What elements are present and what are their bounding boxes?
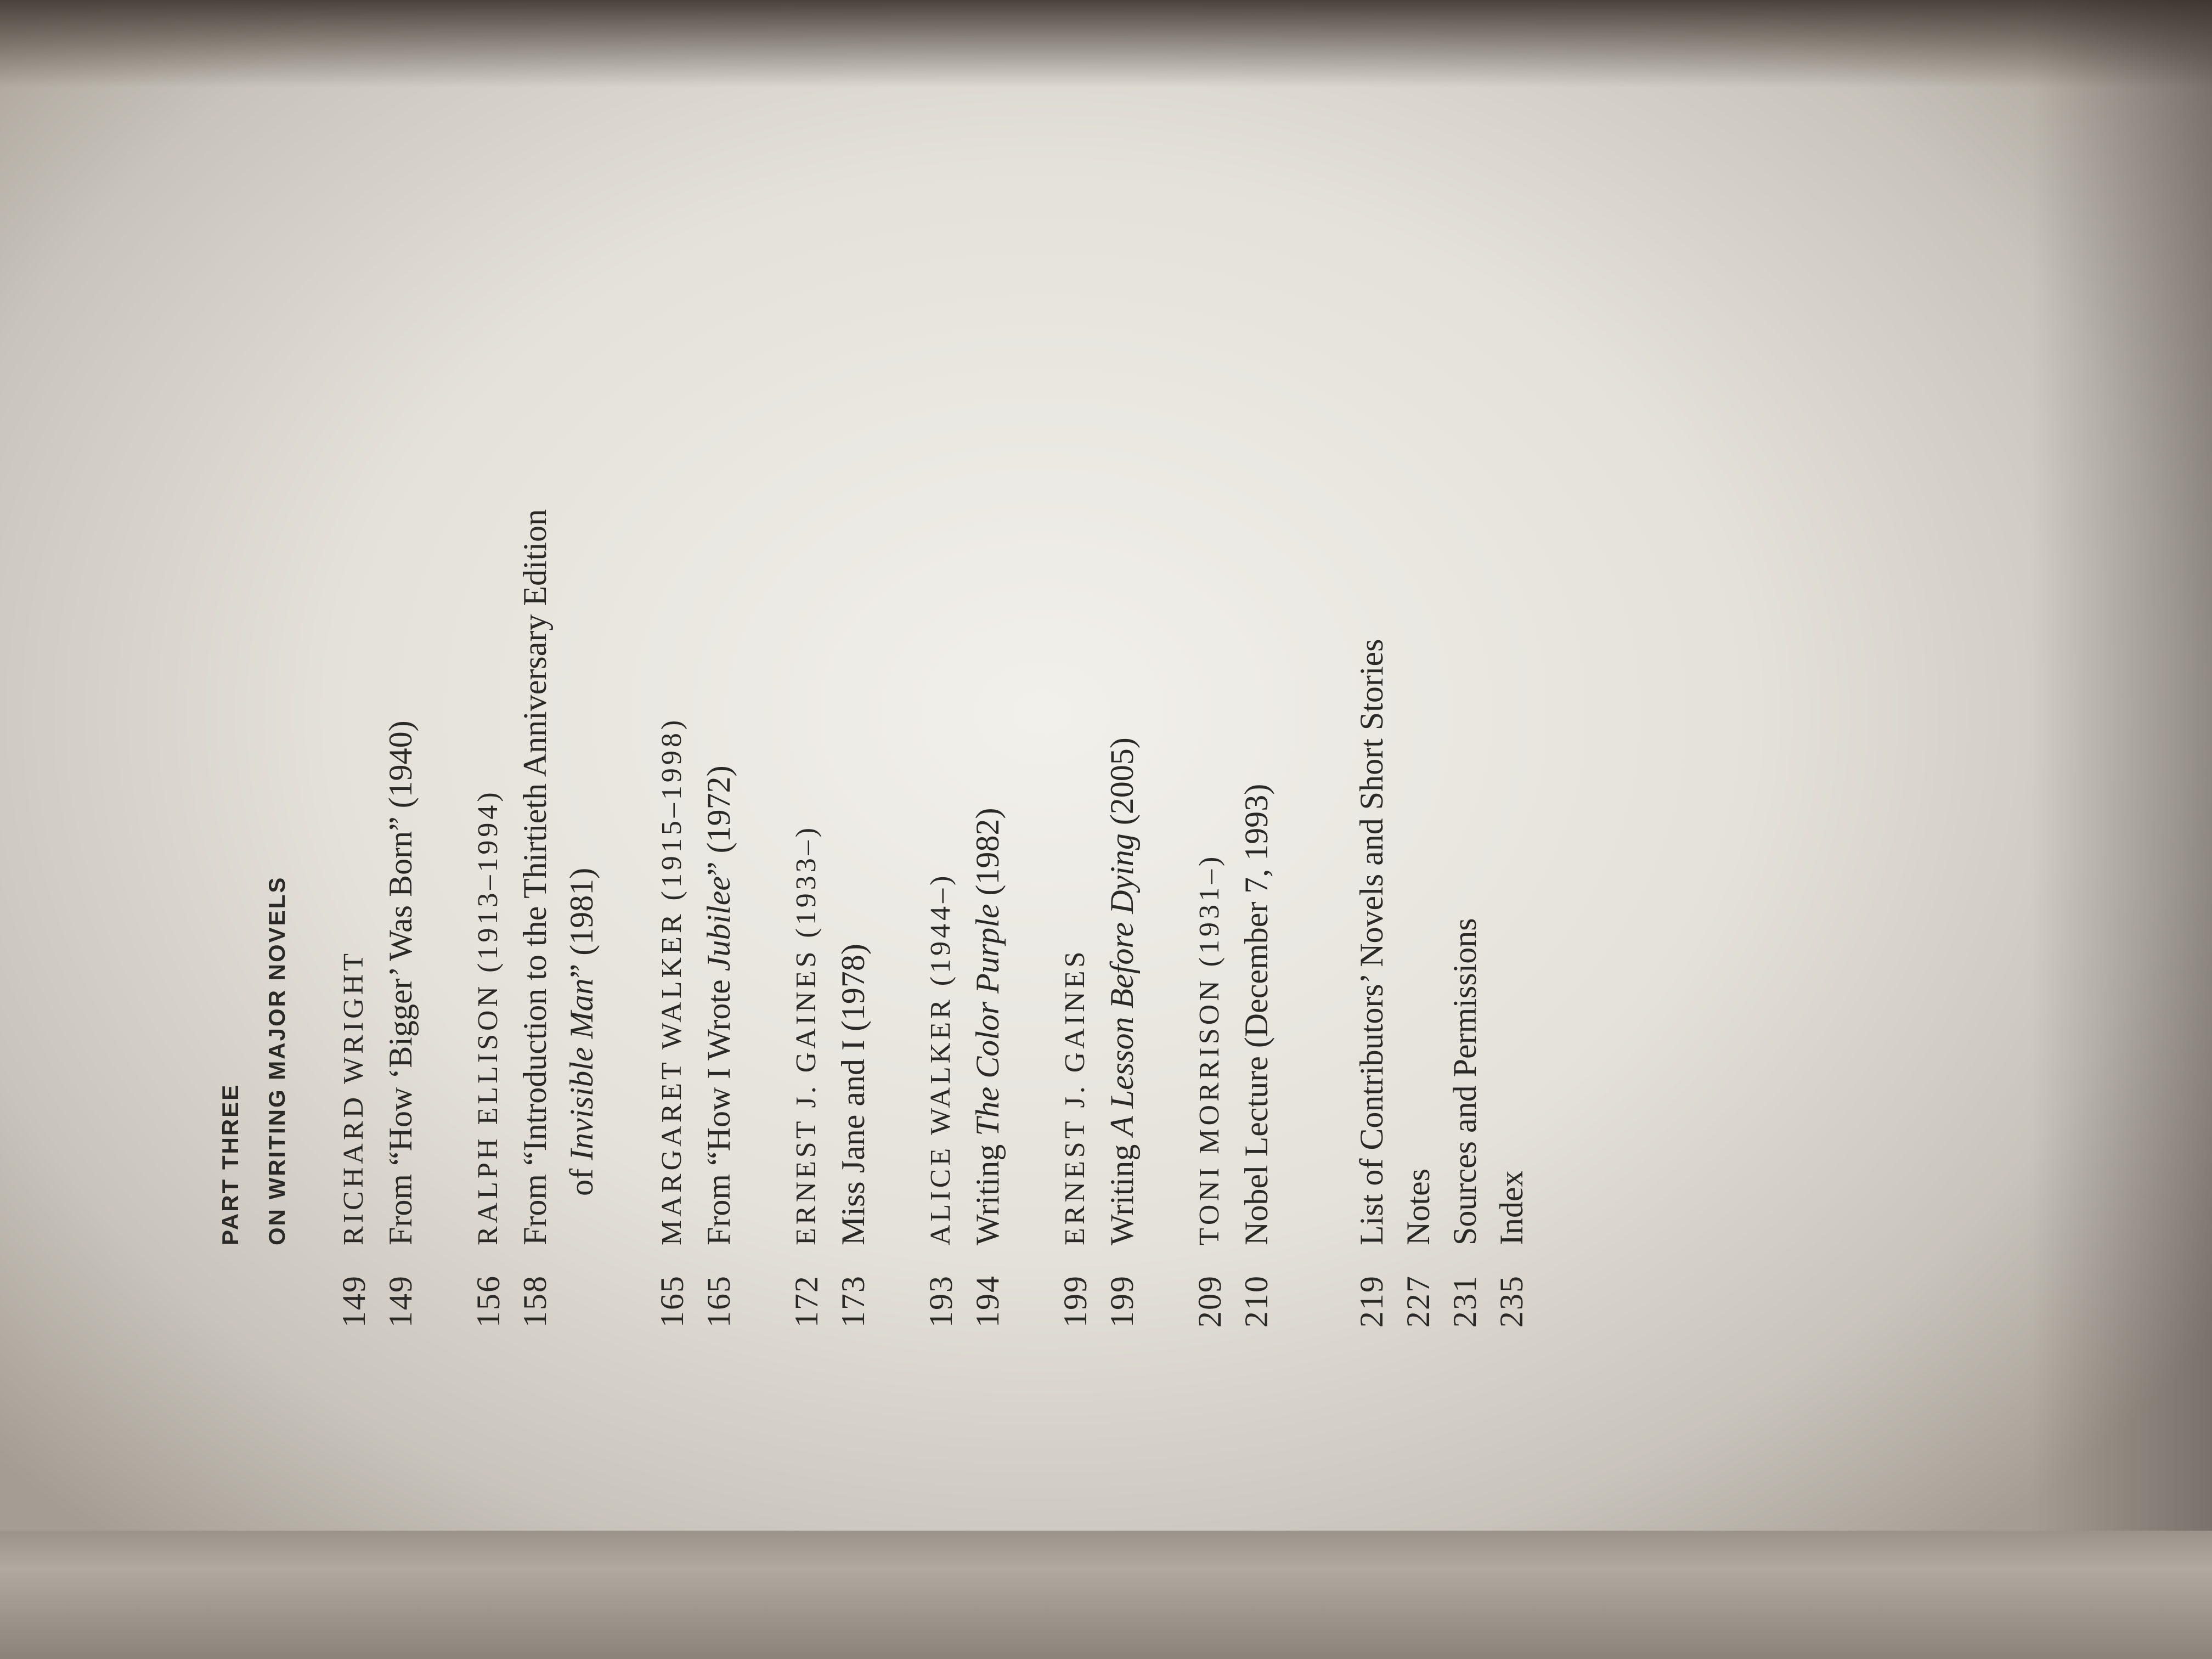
entry-title-part: ” (1981) [563, 867, 600, 979]
page-number: 231 [1447, 1275, 1483, 1328]
page-number: 194 [969, 1275, 1006, 1328]
author-name: TONI MORRISON (1931–) [1194, 853, 1225, 1245]
entry-title-part: Writing [969, 1136, 1006, 1245]
page-right-shadow [2030, 0, 2212, 1659]
entry-title-continued [560, 868, 603, 1196]
part-title: ON WRITING MAJOR NOVELS [264, 876, 290, 1245]
author-name: RALPH ELLISON (1913–1994) [472, 789, 504, 1245]
page-number: 199 [1057, 1275, 1093, 1328]
page-number: 199 [1104, 1275, 1140, 1328]
page-number: 173 [835, 1275, 871, 1328]
author-name: ERNEST J. GAINES [1059, 948, 1091, 1245]
book-binding [0, 1531, 2212, 1659]
page-number: 149 [382, 1275, 419, 1328]
page-number: 156 [470, 1275, 506, 1328]
author-name: RICHARD WRIGHT [338, 950, 369, 1245]
entry-title [1100, 737, 1144, 1245]
page-number: 165 [654, 1275, 690, 1328]
entry-title: Sources and Permissions [1447, 918, 1483, 1245]
page-number: 172 [788, 1275, 825, 1328]
author-name: ERNEST J. GAINES (1933–) [791, 824, 822, 1245]
author-name: ALICE WALKER (1944–) [925, 872, 956, 1245]
table-of-contents [208, 11, 1635, 1328]
entry-title-part: ” (1972) [701, 765, 737, 877]
entry-title: List of Contributors’ Novels and Short Stories [1353, 639, 1390, 1245]
page-number: 193 [923, 1275, 959, 1328]
entry-title: Notes [1400, 1169, 1436, 1245]
entry-title-part: Writing [1104, 1136, 1140, 1245]
entry-title [697, 765, 741, 1245]
entry-title: From “Introduction to the Thirtieth Anniversary Edition [517, 509, 553, 1245]
page-number: 149 [336, 1275, 372, 1328]
book-title: Invisible Man [563, 978, 600, 1161]
page-number: 158 [517, 1275, 553, 1328]
book-title: Jubilee [701, 876, 737, 972]
entry-title-part: (2005) [1104, 737, 1140, 834]
page-number: 219 [1353, 1275, 1390, 1328]
book-title: A Lesson Before Dying [1104, 833, 1140, 1136]
entry-title [966, 808, 1009, 1245]
entry-title: Index [1493, 1170, 1530, 1245]
entry-title: Nobel Lecture (December 7, 1993) [1238, 783, 1274, 1245]
book-title: The Color Purple [969, 904, 1006, 1136]
page-number: 165 [701, 1275, 737, 1328]
entry-title-part: of [563, 1160, 600, 1196]
entry-title-part: From “How I Wrote [701, 971, 737, 1245]
entry-title-part: (1982) [969, 808, 1006, 904]
page-number: 235 [1493, 1275, 1530, 1328]
author-name: MARGARET WALKER (1915–1998) [656, 716, 687, 1245]
page-number: 227 [1400, 1275, 1436, 1328]
entry-title: From “How ‘Bigger’ Was Born” (1940) [382, 720, 419, 1245]
page-number: 210 [1238, 1275, 1274, 1328]
page-number: 209 [1192, 1275, 1228, 1328]
entry-title: Miss Jane and I (1978) [835, 944, 871, 1245]
part-label: PART THREE [217, 1083, 243, 1245]
